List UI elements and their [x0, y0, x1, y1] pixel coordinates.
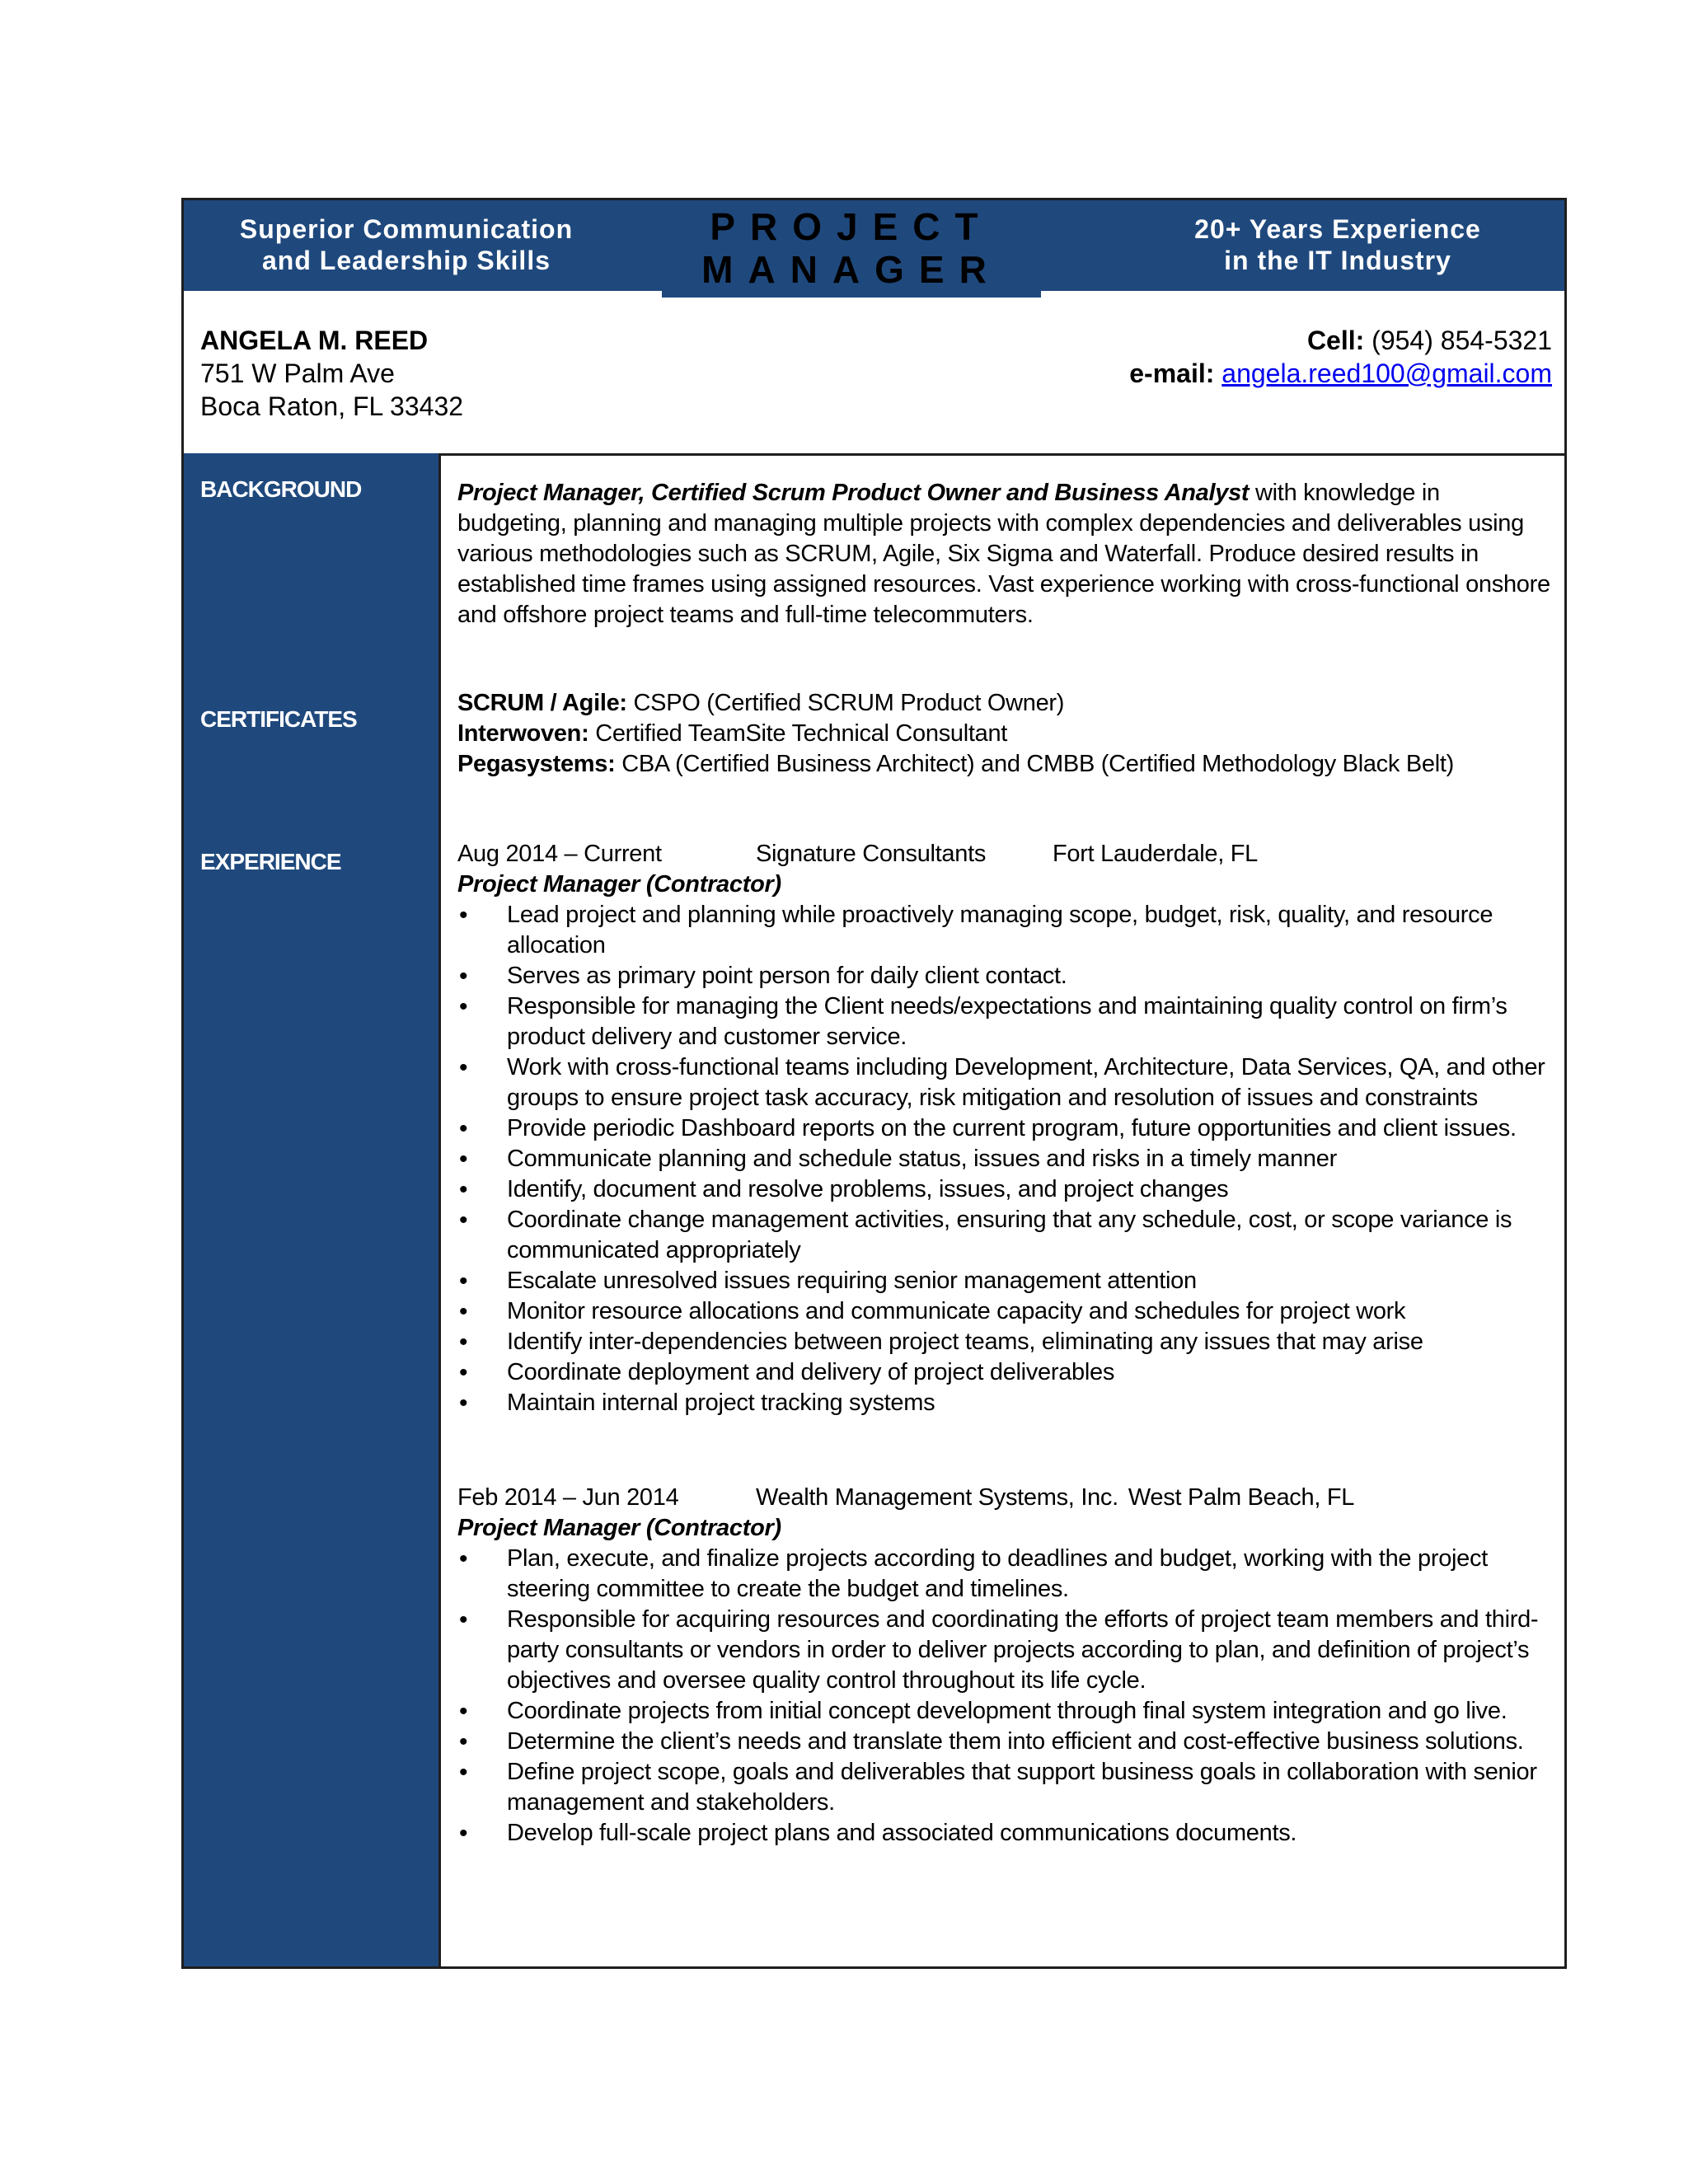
candidate-name: ANGELA M. REED — [200, 326, 429, 355]
job-dates: Aug 2014 – Current — [457, 841, 662, 867]
certificate-label: Pegasystems: — [457, 751, 616, 777]
job-duty: • Provide periodic Dashboard reports on the current program, future opportunities and client issues. — [457, 1113, 1554, 1144]
job-location: West Palm Beach, FL — [1128, 1484, 1355, 1511]
job-duty: • Coordinate deployment and delivery of project deliverables — [457, 1357, 1554, 1388]
job-duty: • Identify, document and resolve problems, issues, and project changes — [457, 1174, 1554, 1205]
header-left-line2: and Leadership Skills — [262, 246, 551, 275]
certificate-text: CBA (Certified Business Architect) and CMBB (Certified Methodology Black Belt) — [615, 751, 1454, 777]
job-duty: • Maintain internal project tracking systems — [457, 1388, 1554, 1418]
certificate-text: CSPO (Certified SCRUM Product Owner) — [626, 690, 1065, 716]
job-duty: • Plan, execute, and finalize projects according to deadlines and budget, working with the project steering committee to create the budget and timelines. — [457, 1544, 1554, 1605]
job-location: Fort Lauderdale, FL — [1053, 841, 1258, 867]
job-header — [457, 1483, 1554, 1513]
job-title: Project Manager (Contractor) — [457, 871, 781, 898]
job-duty: • Define project scope, goals and deliverables that support business goals in collaboration with senior management and stakeholders. — [457, 1757, 1554, 1818]
job-entry — [457, 1483, 1554, 1849]
certificate-label: SCRUM / Agile: — [457, 690, 627, 716]
cell-value: (954) 854-5321 — [1372, 326, 1552, 355]
cell-label: Cell: — [1306, 326, 1365, 355]
cell-line — [1129, 324, 1552, 357]
job-duties — [457, 900, 1554, 1418]
email-label: e-mail: — [1129, 359, 1215, 388]
job-entry — [457, 839, 1554, 1418]
email-link[interactable]: angela.reed100@gmail.com — [1221, 359, 1552, 388]
title-line1: PROJECT — [710, 205, 993, 248]
job-title: Project Manager (Contractor) — [457, 1515, 781, 1541]
background-paragraph — [457, 478, 1554, 630]
certificate-line — [457, 719, 1554, 749]
job-duties — [457, 1544, 1554, 1849]
section-label-experience: EXPERIENCE — [200, 849, 341, 874]
job-duty: • Escalate unresolved issues requiring senior management attention — [457, 1266, 1554, 1296]
job-duty: • Develop full-scale project plans and associated communications documents. — [457, 1818, 1554, 1849]
header-right-line1: 20+ Years Experience — [1194, 214, 1481, 244]
certificate-line — [457, 688, 1554, 719]
job-duty: • Work with cross-functional teams including Development, Architecture, Data Services, QA, and other groups to ensure project task accuracy, risk mitigation and resolution of issues and constraints — [457, 1052, 1554, 1113]
background-lead: Project Manager, Certified Scrum Product Owner and Business Analyst — [457, 480, 1250, 506]
job-duty: • Determine the client’s needs and translate them into efficient and cost-effective business solutions. — [457, 1727, 1554, 1757]
job-duty: • Coordinate projects from initial concept development through final system integration and go live. — [457, 1696, 1554, 1727]
certificates-list — [457, 688, 1554, 780]
job-duty: • Monitor resource allocations and communicate capacity and schedules for project work — [457, 1296, 1554, 1327]
resume-content — [457, 453, 1554, 1966]
section-label-certificates: CERTIFICATES — [200, 706, 357, 732]
email-line — [1129, 357, 1552, 390]
section-sidebar — [184, 453, 441, 1966]
job-duty: • Lead project and planning while proactively managing scope, budget, risk, quality, and resource allocation — [457, 900, 1554, 961]
page-title — [662, 200, 1041, 298]
job-header — [457, 839, 1554, 869]
job-duty: • Responsible for managing the Client needs/expectations and maintaining quality control on firm’s product delivery and customer service. — [457, 991, 1554, 1052]
resume-frame — [181, 198, 1567, 1969]
city-state-zip: Boca Raton, FL 33432 — [200, 391, 464, 421]
job-company: Signature Consultants — [756, 841, 987, 867]
header-left-line1: Superior Communication — [239, 214, 574, 244]
experience-list — [457, 839, 1554, 1849]
title-line2: MANAGER — [701, 248, 1001, 291]
certificate-label: Interwoven: — [457, 720, 589, 747]
section-label-background: BACKGROUND — [200, 476, 362, 502]
contact-details — [1129, 324, 1552, 390]
job-duty: • Serves as primary point person for daily client contact. — [457, 961, 1554, 991]
contact-block — [184, 291, 1564, 456]
certificate-text: Certified TeamSite Technical Consultant — [588, 720, 1008, 747]
header-left-tagline — [217, 213, 596, 276]
job-duty: • Responsible for acquiring resources and coordinating the efforts of project team members and third-party consultants or vendors in order to deliver projects according to plan, and definition of project’s objectives and oversee quality control throughout its life cycle. — [457, 1605, 1554, 1696]
street-address: 751 W Palm Ave — [200, 359, 395, 388]
job-dates: Feb 2014 – Jun 2014 — [457, 1484, 679, 1511]
job-duty: • Identify inter-dependencies between project teams, eliminating any issues that may arise — [457, 1327, 1554, 1357]
header-right-line2: in the IT Industry — [1224, 246, 1451, 275]
contact-address — [200, 324, 463, 423]
job-duty: • Communicate planning and schedule status, issues and risks in a timely manner — [457, 1144, 1554, 1174]
job-company: Wealth Management Systems, Inc. — [756, 1484, 1118, 1511]
job-duty: • Coordinate change management activities, ensuring that any schedule, cost, or scope variance is communicated appropriately — [457, 1205, 1554, 1266]
background-text: with knowledge in budgeting, planning and managing multiple projects with complex dependencies and deliverables using various methodologies such as SCRUM, Agile, Six Sigma and Waterfall. Produce desired results in established time frames using assigned resources. Vast experience working with cross-functional onshore and offshore project teams and full-time telecommuters. — [457, 480, 1550, 628]
certificate-line — [457, 749, 1554, 780]
header-right-tagline — [1148, 213, 1527, 276]
